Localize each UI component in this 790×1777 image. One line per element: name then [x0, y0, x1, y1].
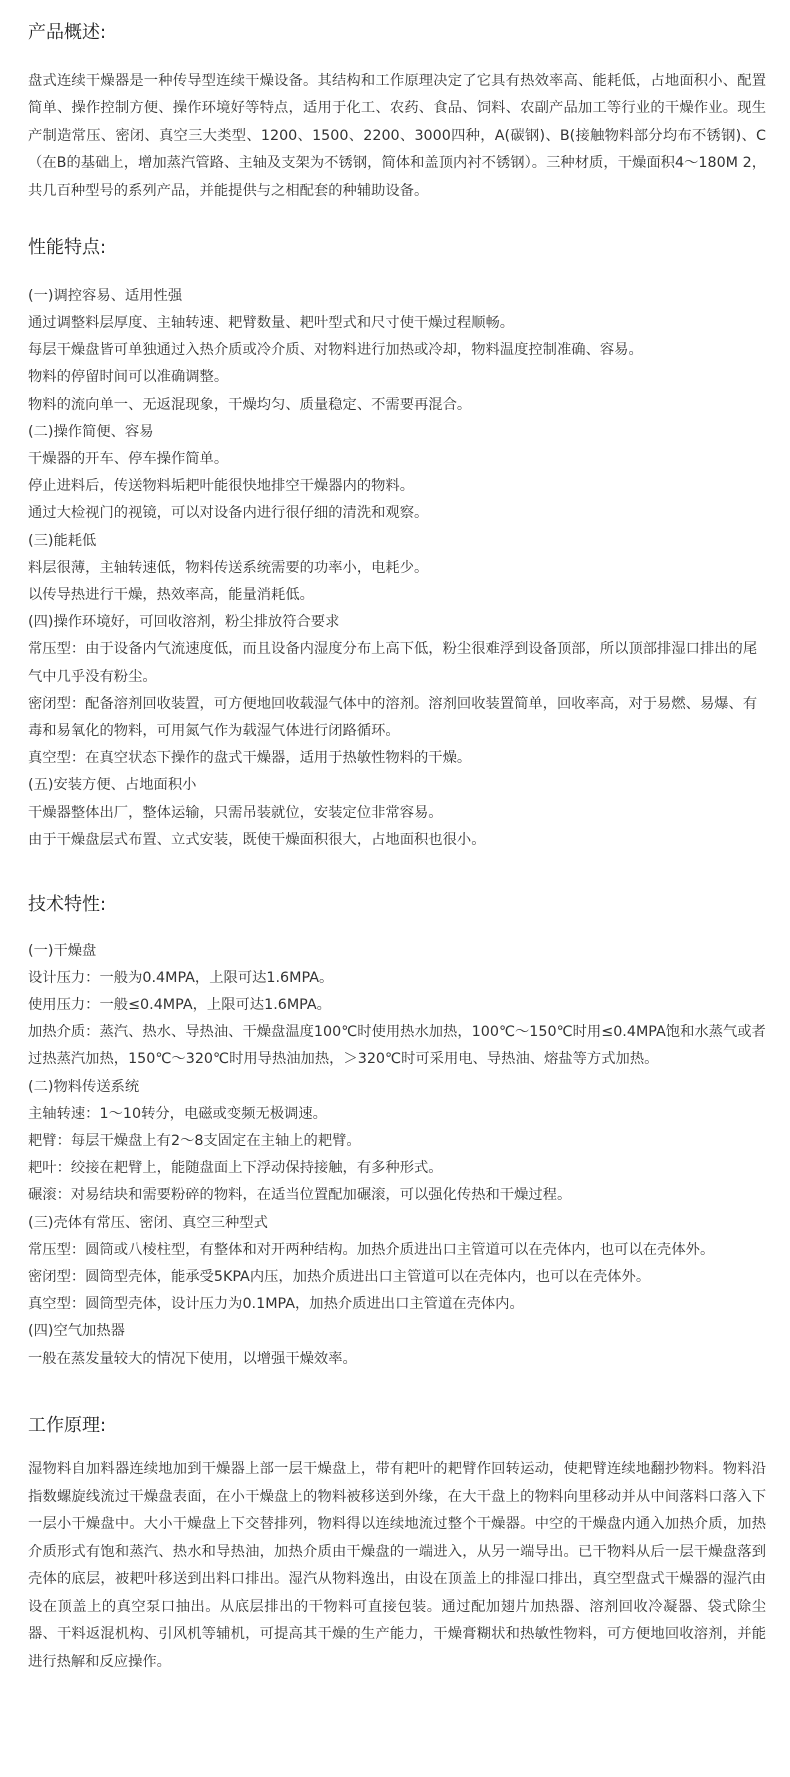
- spec-line: 碾滚：对易结块和需要粉碎的物料，在适当位置配加碾滚，可以强化传热和干燥过程。: [28, 1187, 572, 1204]
- principle-section: [28, 1415, 766, 1677]
- feature-heading: (三)能耗低: [28, 532, 97, 549]
- spec-heading: (一)干燥盘: [28, 942, 97, 959]
- overview-paragraph: 盘式连续干燥器是一种传导型连续干燥设备。其结构和工作原理决定了它具有热效率高、能耗低，占地面积小、配置简单、操作控制方便、操作环境好等特点，适用于化工、农药、食品、饲料、农副产品加工等行业的干燥作业。现生产制造常压、密闭、真空三大类型、1200、1500、2200、3000四种，A(碳钢)、B(接触物料部分均布不锈钢)、C（在B的基础上，增加蒸汽管路、主轴及支架为不锈钢，简体和盖顶内衬不锈钢）。三种材质，干燥面积4～180M 2，共几百种型号的系列产品，并能提供与之相配套的种辅助设备。: [28, 72, 766, 199]
- principle-title: 工作原理:: [28, 1414, 107, 1436]
- feature-heading: (二)操作简便、容易: [28, 423, 154, 440]
- spec-line: 设计压力：一般为0.4MPA，上限可达1.6MPA。: [28, 969, 334, 986]
- feature-line: 停止进料后，传送物料垢耙叶能很快地排空干燥器内的物料。: [28, 478, 415, 495]
- feature-heading: (一)调控容易、适用性强: [28, 287, 183, 304]
- spec-line: 一般在蒸发量较大的情况下使用，以增强干燥效率。: [28, 1350, 357, 1367]
- principle-paragraph: 湿物料自加料器连续地加到干燥器上部一层干燥盘上，带有耙叶的耙臂作回转运动，使耙臂连续地翻抄物料。物料沿指数螺旋线流过干燥盘表面，在小干燥盘上的物料被移送到外缘，在大干盘上的物料向里移动并从中间落料口落入下一层小干燥盘中。大小干燥盘上下交替排列，物料得以连续地流过整个干燥器。中空的干燥盘内通入加热介质，加热介质形式有饱和蒸汽、热水和导热油，加热介质由干燥盘的一端进入，从另一端导出。已干物料从后一层干燥盘落到壳体的底层，被耙叶移送到出料口排出。湿汽从物料逸出，由设在顶盖上的排湿口排出，真空型盘式干燥器的湿汽由设在顶盖上的真空泵口抽出。从底层排出的干物料可直接包装。通过配加翅片加热器、溶剂回收冷凝器、袋式除尘器、干料返混机构、引风机等辅机，可提高其干燥的生产能力，干燥膏糊状和热敏性物料，可方便地回收溶剂，并能进行热解和反应操作。: [28, 1461, 766, 1670]
- feature-line: 以传导热进行干燥，热效率高，能量消耗低。: [28, 586, 314, 603]
- feature-line: 通过大检视门的视镜，可以对设备内进行很仔细的清洗和观察。: [28, 505, 429, 522]
- specs-list: [28, 938, 766, 1373]
- feature-line: 干燥器整体出厂，整体运输，只需吊装就位，安装定位非常容易。: [28, 804, 443, 821]
- feature-line: 物料的停留时间可以准确调整。: [28, 369, 229, 386]
- feature-heading: (四)操作环境好，可回收溶剂，粉尘排放符合要求: [28, 614, 340, 631]
- features-title: 性能特点:: [28, 237, 107, 259]
- features-list: [28, 283, 766, 854]
- feature-line: 常压型：由于设备内气流速度低，而且设备内湿度分布上高下低，粉尘很难浮到设备顶部，所以顶部排湿口排出的尾气中几乎没有粉尘。: [28, 641, 758, 685]
- feature-line: 物料的流向单一、无返混现象，干燥均匀、质量稳定、不需要再混合。: [28, 396, 472, 413]
- feature-line: 通过调整料层厚度、主轴转速、耙臂数量、耙叶型式和尺寸使干燥过程顺畅。: [28, 314, 515, 331]
- specs-section: [28, 894, 766, 1373]
- features-section: [28, 237, 766, 854]
- feature-line: 干燥器的开车、停车操作简单。: [28, 450, 229, 467]
- spec-line: 加热介质：蒸汽、热水、导热油、干燥盘温度100℃时使用热水加热，100℃～150℃时用≤0.4MPA饱和水蒸气或者过热蒸汽加热，150℃～320℃时用导热油加热，＞320℃时可采用电、导热油、熔盐等方式加热。: [28, 1024, 766, 1068]
- feature-line: 真空型：在真空状态下操作的盘式干燥器，适用于热敏性物料的干燥。: [28, 750, 472, 767]
- spec-line: 密闭型：圆筒型壳体，能承受5KPA内压，加热介质进出口主管道可以在壳体内，也可以在壳体外。: [28, 1268, 651, 1285]
- overview-title: 产品概述:: [28, 22, 107, 43]
- feature-heading: (五)安装方便、占地面积小: [28, 777, 197, 794]
- feature-line: 料层很薄，主轴转速低，物料传送系统需要的功率小，电耗少。: [28, 559, 429, 576]
- specs-title: 技术特性:: [28, 893, 107, 915]
- spec-heading: (四)空气加热器: [28, 1323, 125, 1340]
- feature-line: 每层干燥盘皆可单独通过入热介质或冷介质、对物料进行加热或冷却，物料温度控制准确、容易。: [28, 342, 643, 359]
- spec-line: 真空型：圆筒型壳体，设计压力为0.1MPA，加热介质进出口主管道在壳体内。: [28, 1296, 524, 1313]
- spec-line: 耙叶：绞接在耙臂上，能随盘面上下浮动保持接触，有多种形式。: [28, 1160, 443, 1177]
- spec-line: 耙臂：每层干燥盘上有2～8支固定在主轴上的耙臂。: [28, 1132, 361, 1149]
- overview-section: [28, 22, 766, 205]
- feature-line: 由于干燥盘层式布置、立式安装，既使干燥面积很大，占地面积也很小。: [28, 831, 486, 848]
- spec-line: 常压型：圆筒或八棱柱型，有整体和对开两种结构。加热介质进出口主管道可以在壳体内，也可以在壳体外。: [28, 1241, 715, 1258]
- spec-heading: (二)物料传送系统: [28, 1078, 140, 1095]
- spec-line: 主轴转速：1～10转分，电磁或变频无极调速。: [28, 1105, 327, 1122]
- spec-heading: (三)壳体有常压、密闭、真空三种型式: [28, 1214, 268, 1231]
- feature-line: 密闭型：配备溶剂回收装置，可方便地回收载湿气体中的溶剂。溶剂回收装置简单，回收率高，对于易燃、易爆、有毒和易氧化的物料，可用氮气作为载湿气体进行闭路循环。: [28, 695, 758, 739]
- spec-line: 使用压力：一般≤0.4MPA，上限可达1.6MPA。: [28, 996, 331, 1013]
